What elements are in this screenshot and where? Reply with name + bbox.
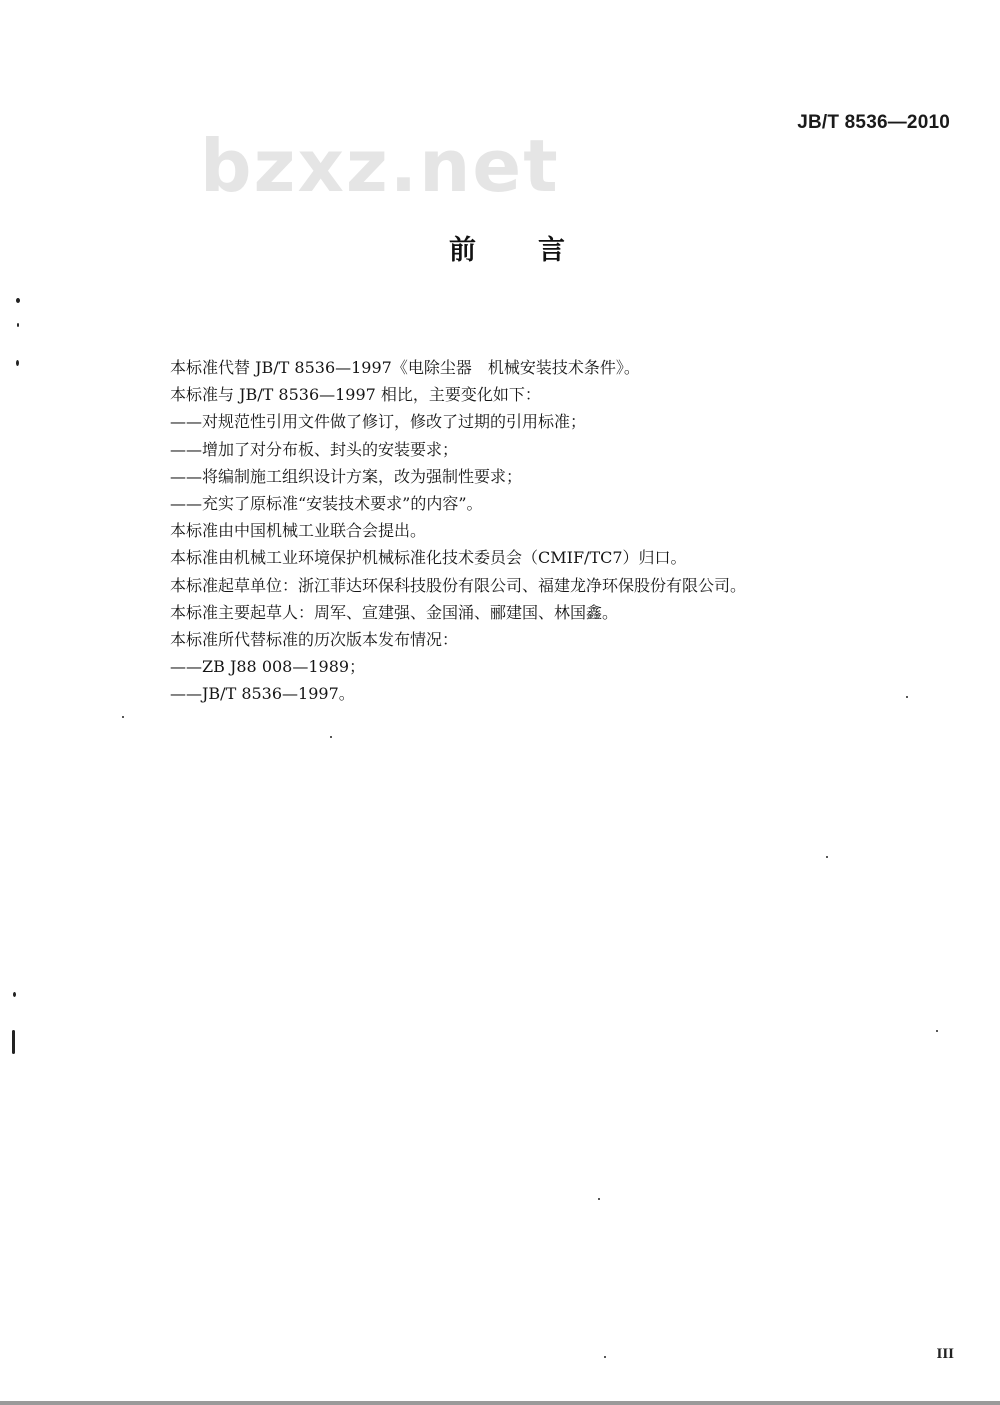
list-item-history: ——ZB J88 008—1989； [170, 657, 366, 677]
paragraph-history-intro: 本标准所代替标准的历次版本发布情况： [170, 630, 459, 650]
list-item-change: ——将编制施工组织设计方案，改为强制性要求； [170, 466, 523, 486]
paragraph-drafting-units: 本标准起草单位：浙江菲达环保科技股份有限公司、福建龙净环保股份有限公司。 [170, 575, 747, 595]
scan-speck [826, 856, 828, 858]
standard-code: JB/T 8536—2010 [797, 112, 950, 133]
scan-speck [16, 360, 19, 366]
scan-speck [12, 1030, 15, 1054]
scan-speck [13, 992, 16, 997]
scan-speck [598, 1198, 600, 1200]
paragraph-drafters: 本标准主要起草人：周军、宣建强、金国涌、郦建国、林国鑫。 [170, 602, 619, 622]
scan-speck [906, 696, 908, 698]
scan-speck [604, 1356, 606, 1358]
paragraph-proposed-by: 本标准由中国机械工业联合会提出。 [170, 521, 427, 541]
scan-speck [17, 323, 19, 327]
scan-bottom-edge [0, 1401, 1000, 1405]
list-item-history: ——JB/T 8536—1997。 [170, 684, 355, 704]
paragraph-replaces: 本标准代替 JB/T 8536—1997《电除尘器 机械安装技术条件》。 [170, 358, 640, 377]
scan-speck [122, 716, 124, 718]
list-item-change: ——增加了对分布板、封头的安装要求； [170, 439, 459, 459]
watermark: bzxz.net [200, 124, 560, 208]
paragraph-technical-committee: 本标准由机械工业环境保护机械标准化技术委员会（CMIF/TC7）归口。 [170, 548, 687, 568]
list-item-change: ——充实了原标准“安装技术要求”的内容”。 [170, 494, 483, 514]
page-title: 前言 [449, 235, 627, 266]
page-number: III [936, 1346, 954, 1362]
scan-speck [936, 1030, 938, 1032]
scan-speck [330, 736, 332, 738]
list-item-change: ——对规范性引用文件做了修订，修改了过期的引用标准； [170, 412, 587, 432]
scan-speck [16, 298, 20, 303]
paragraph-changes-intro: 本标准与 JB/T 8536—1997 相比，主要变化如下： [170, 385, 541, 405]
foreword-body [170, 354, 940, 708]
